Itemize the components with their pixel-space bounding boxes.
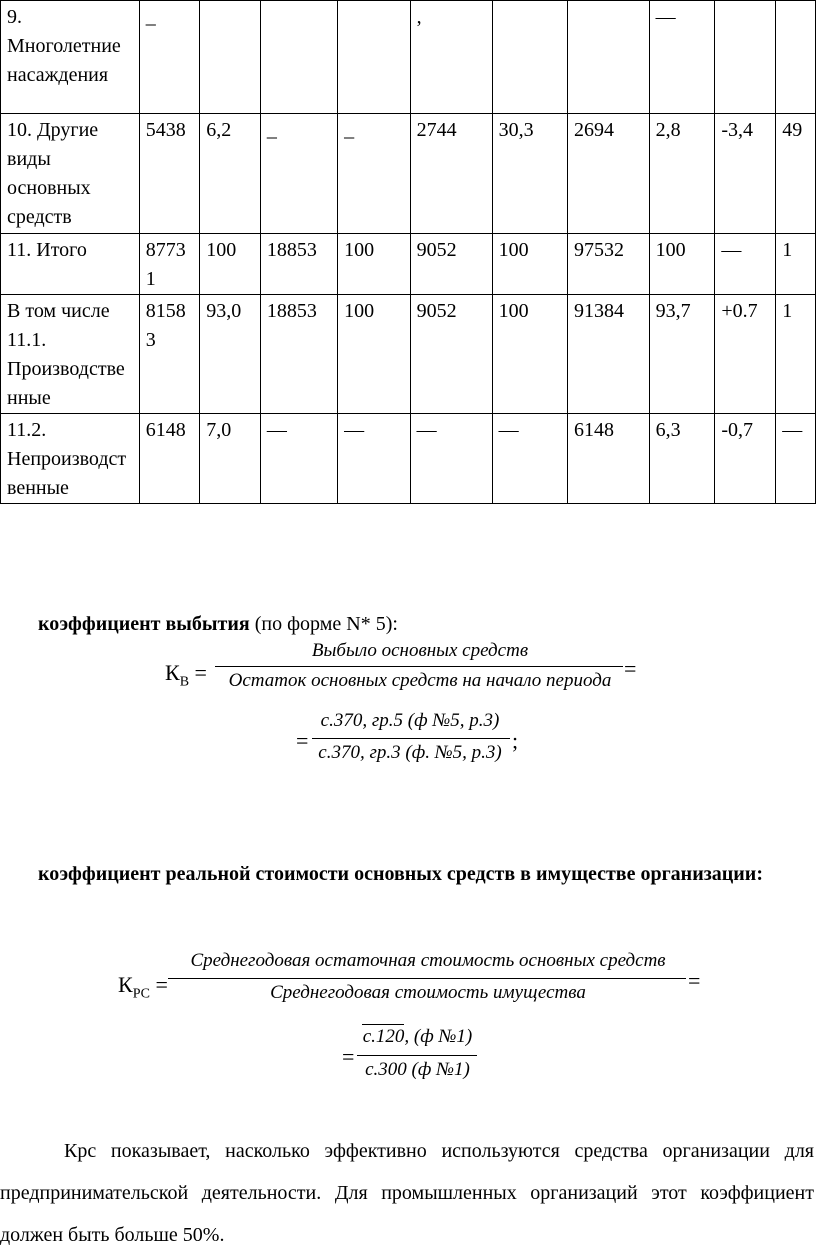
table-cell: — xyxy=(260,414,337,504)
formula-numerator-2: с.370, гр.5 (ф №5, р.3) xyxy=(320,710,500,731)
table-cell: -3,4 xyxy=(715,114,776,234)
equals-sign: = xyxy=(624,656,637,681)
equals-sign-3: = xyxy=(688,968,701,993)
formula-symbol-2: $К_{РС}$ = xyxy=(118,972,168,1002)
formula-denominator-4: с.300 (ф №1) xyxy=(365,1059,470,1080)
table-cell: 7,0 xyxy=(200,414,261,504)
table-cell xyxy=(492,1,567,114)
table-cell xyxy=(776,1,816,114)
table-cell: — xyxy=(338,414,410,504)
table-cell: 30,3 xyxy=(492,114,567,234)
table-cell: 1 xyxy=(776,295,816,414)
row-label: 10. Другие виды основных средств xyxy=(1,114,140,234)
table-cell: _ xyxy=(139,1,200,114)
equals-sign-2: = xyxy=(296,728,309,753)
table-cell: 5438 xyxy=(139,114,200,234)
table-cell xyxy=(260,1,337,114)
table-cell: 9052 xyxy=(410,295,492,414)
row-label: 11.2. Непроизводственные xyxy=(1,414,140,504)
table-cell: _ xyxy=(260,114,337,234)
table-cell: 91384 xyxy=(567,295,649,414)
table-cell: 18853 xyxy=(260,234,337,295)
table-cell: 100 xyxy=(338,295,410,414)
table-cell: — xyxy=(649,1,715,114)
formula-denominator: Остаток основных средств на начало периода xyxy=(228,670,612,691)
table-cell: , xyxy=(410,1,492,114)
table-cell: 6148 xyxy=(139,414,200,504)
table-cell: — xyxy=(492,414,567,504)
table-row xyxy=(1,414,816,504)
table-cell: 18853 xyxy=(260,295,337,414)
row-label: 11. Итого xyxy=(1,234,140,295)
formula-denominator-3: Среднегодовая стоимость имущества xyxy=(270,982,586,1003)
formula-denominator-2: с.370, гр.3 (ф. №5, р.3) xyxy=(318,742,502,763)
table-cell xyxy=(567,1,649,114)
table-cell: 100 xyxy=(492,295,567,414)
table-cell: 87731 xyxy=(139,234,200,295)
table-cell: 100 xyxy=(649,234,715,295)
table-cell: 49 xyxy=(776,114,816,234)
semicolon: ; xyxy=(512,728,519,753)
formula-numerator-3: Среднегодовая остаточная стоимость основных средств xyxy=(190,950,666,971)
formula-numerator-4: с.120, (ф №1) xyxy=(362,1026,473,1047)
fixed-assets-table xyxy=(0,0,816,504)
fraction-line-2 xyxy=(312,738,510,739)
table-cell: 6,3 xyxy=(649,414,715,504)
equals-sign-4: = xyxy=(342,1044,355,1069)
table-row xyxy=(1,114,816,234)
table-cell: _ xyxy=(338,114,410,234)
overline xyxy=(362,1024,404,1025)
table-cell xyxy=(338,1,410,114)
table-cell: 81583 xyxy=(139,295,200,414)
paragraph-text: Крс показывает, насколько эффективно используются средства организации для предпринимательской деятельности. Для промышленных организаций этот коэффициент должен быть больше 50%. xyxy=(0,1140,814,1246)
krs-paragraph xyxy=(0,1130,814,1256)
table-cell: 97532 xyxy=(567,234,649,295)
table-cell: 9052 xyxy=(410,234,492,295)
table-cell xyxy=(200,1,261,114)
table-cell: — xyxy=(715,234,776,295)
fraction-line-3 xyxy=(168,978,686,979)
table-cell: 100 xyxy=(200,234,261,295)
table-cell: 6148 xyxy=(567,414,649,504)
fraction-line-4 xyxy=(357,1055,477,1056)
table-cell: 2,8 xyxy=(649,114,715,234)
table-row xyxy=(1,234,816,295)
formula-numerator: Выбыло основных средств xyxy=(311,640,529,661)
table-cell: +0.7 xyxy=(715,295,776,414)
table-cell: 2744 xyxy=(410,114,492,234)
table-cell: 93,0 xyxy=(200,295,261,414)
table-cell: 100 xyxy=(338,234,410,295)
fraction-line xyxy=(215,666,623,667)
section1-heading: коэффициент выбытия (по форме N* 5): xyxy=(38,613,398,635)
row-label: 9. Многолетние насаждения xyxy=(1,1,140,114)
formula-symbol: $К_В$ = xyxy=(165,660,207,690)
table-cell: 100 xyxy=(492,234,567,295)
row-label: В том числе 11.1. Производственные xyxy=(1,295,140,414)
section2-heading: коэффициент реальной стоимости основных средств в имуществе организации: xyxy=(38,863,763,885)
table-cell xyxy=(715,1,776,114)
table-cell: 6,2 xyxy=(200,114,261,234)
table-cell: 93,7 xyxy=(649,295,715,414)
table-cell: 2694 xyxy=(567,114,649,234)
table-cell: — xyxy=(776,414,816,504)
table-cell: — xyxy=(410,414,492,504)
table-row xyxy=(1,1,816,114)
table-row xyxy=(1,295,816,414)
table-cell: -0,7 xyxy=(715,414,776,504)
table-cell: 1 xyxy=(776,234,816,295)
